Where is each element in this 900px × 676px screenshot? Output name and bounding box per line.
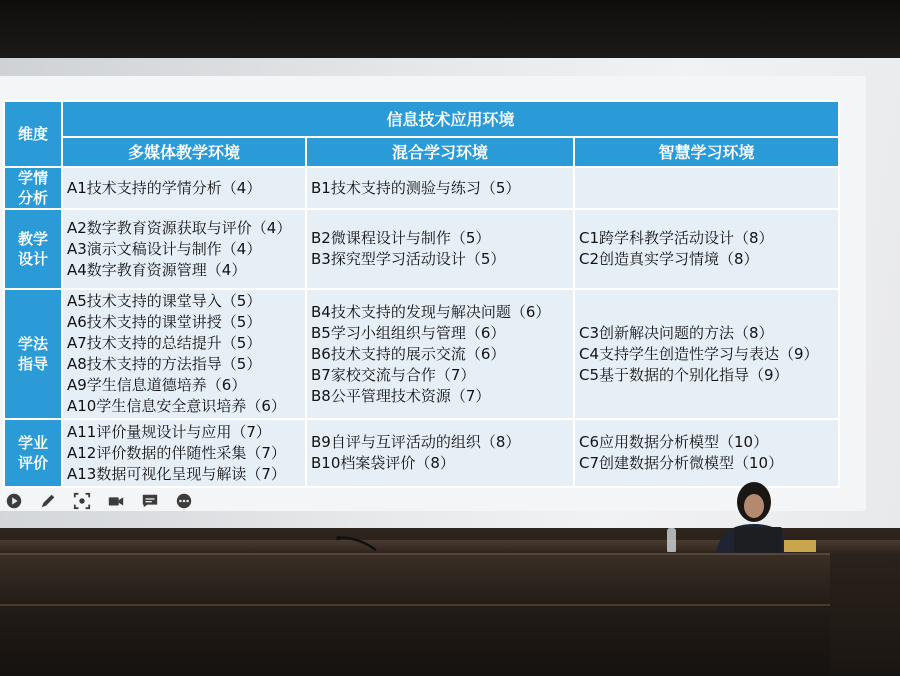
dimension-label: 学情 [17, 169, 48, 187]
projection-screen [0, 58, 900, 528]
item-a3: A3演示文稿设计与制作（4） [67, 239, 262, 258]
item-a13: A13数据可视化呈现与解读（7） [67, 464, 286, 483]
item-b8: B8公平管理技术资源（7） [311, 386, 491, 405]
column-header-multimedia: 多媒体教学环境 [62, 137, 306, 167]
podium-trim [0, 604, 830, 606]
dimension-label: 学业 [17, 434, 48, 452]
item-a12: A12评价数据的伴随性采集（7） [67, 443, 286, 462]
item-a6: A6技术支持的课堂讲授（5） [67, 313, 262, 331]
empty-cell [574, 167, 839, 209]
dimension-label: 分析 [17, 189, 48, 207]
laptop [734, 527, 782, 553]
item-c7: C7创建数据分析微模型（10） [579, 454, 784, 472]
item-c5: C5基于数据的个别化指导（9） [579, 365, 789, 384]
item-c4: C4支持学生创造性学习与表达（9） [579, 344, 819, 363]
microphone [336, 534, 380, 552]
dimension-header: 维度 [4, 101, 62, 167]
ceiling [0, 0, 900, 60]
item-a11: A11评价量规设计与应用（7） [67, 422, 271, 441]
table-row-guidance [4, 289, 839, 419]
item-b1: B1技术支持的测验与练习（5） [311, 178, 521, 197]
item-b4: B4技术支持的发现与解决问题（6） [311, 302, 551, 321]
item-b7: B7家校交流与合作（7） [311, 365, 476, 384]
item-c6: C6应用数据分析模型（10） [579, 433, 769, 451]
item-b3: B3探究型学习活动设计（5） [311, 250, 506, 268]
nameplate [784, 540, 816, 552]
item-b10: B10档案袋评价（8） [311, 454, 455, 472]
item-c1: C1跨学科教学活动设计（8） [579, 229, 774, 247]
dimension-label: 教学 [17, 230, 48, 248]
chat-icon[interactable] [140, 491, 160, 511]
slide [0, 76, 866, 511]
item-a8: A8技术支持的方法指导（5） [67, 355, 262, 373]
item-c3: C3创新解决问题的方法（8） [579, 323, 774, 342]
more-icon[interactable] [174, 491, 194, 511]
table-row-analysis [4, 167, 839, 209]
play-icon[interactable] [4, 491, 24, 511]
item-b5: B5学习小组组织与管理（6） [311, 323, 506, 342]
podium [0, 553, 830, 676]
item-a2: A2数字教育资源获取与评价（4） [67, 218, 292, 237]
pen-icon[interactable] [38, 491, 58, 511]
item-a4: A4数字教育资源管理（4） [67, 260, 247, 279]
dimension-label: 评价 [17, 454, 48, 472]
item-a5: A5技术支持的课堂导入（5） [67, 292, 262, 310]
dimension-label: 指导 [17, 355, 48, 373]
column-header-smart: 智慧学习环境 [574, 137, 839, 167]
competency-table [3, 100, 840, 488]
table-row-evaluation [4, 419, 839, 487]
dimension-label: 设计 [17, 250, 48, 268]
column-header-blended: 混合学习环境 [306, 137, 574, 167]
screenshot-icon[interactable] [72, 491, 92, 511]
water-bottle [667, 528, 676, 552]
dimension-label: 学法 [17, 335, 48, 353]
item-a9: A9学生信息道德培养（6） [67, 376, 247, 394]
item-b6: B6技术支持的展示交流（6） [311, 344, 506, 363]
table-row-design [4, 209, 839, 289]
env-header: 信息技术应用环境 [62, 101, 839, 137]
camera-icon[interactable] [106, 491, 126, 511]
item-a1: A1技术支持的学情分析（4） [67, 178, 262, 197]
item-c2: C2创造真实学习情境（8） [579, 250, 759, 268]
presentation-toolbar [0, 490, 194, 512]
item-a7: A7技术支持的总结提升（5） [67, 334, 262, 352]
item-b2: B2微课程设计与制作（5） [311, 229, 491, 247]
item-a10: A10学生信息安全意识培养（6） [67, 397, 286, 415]
item-b9: B9自评与互评活动的组织（8） [311, 433, 521, 451]
